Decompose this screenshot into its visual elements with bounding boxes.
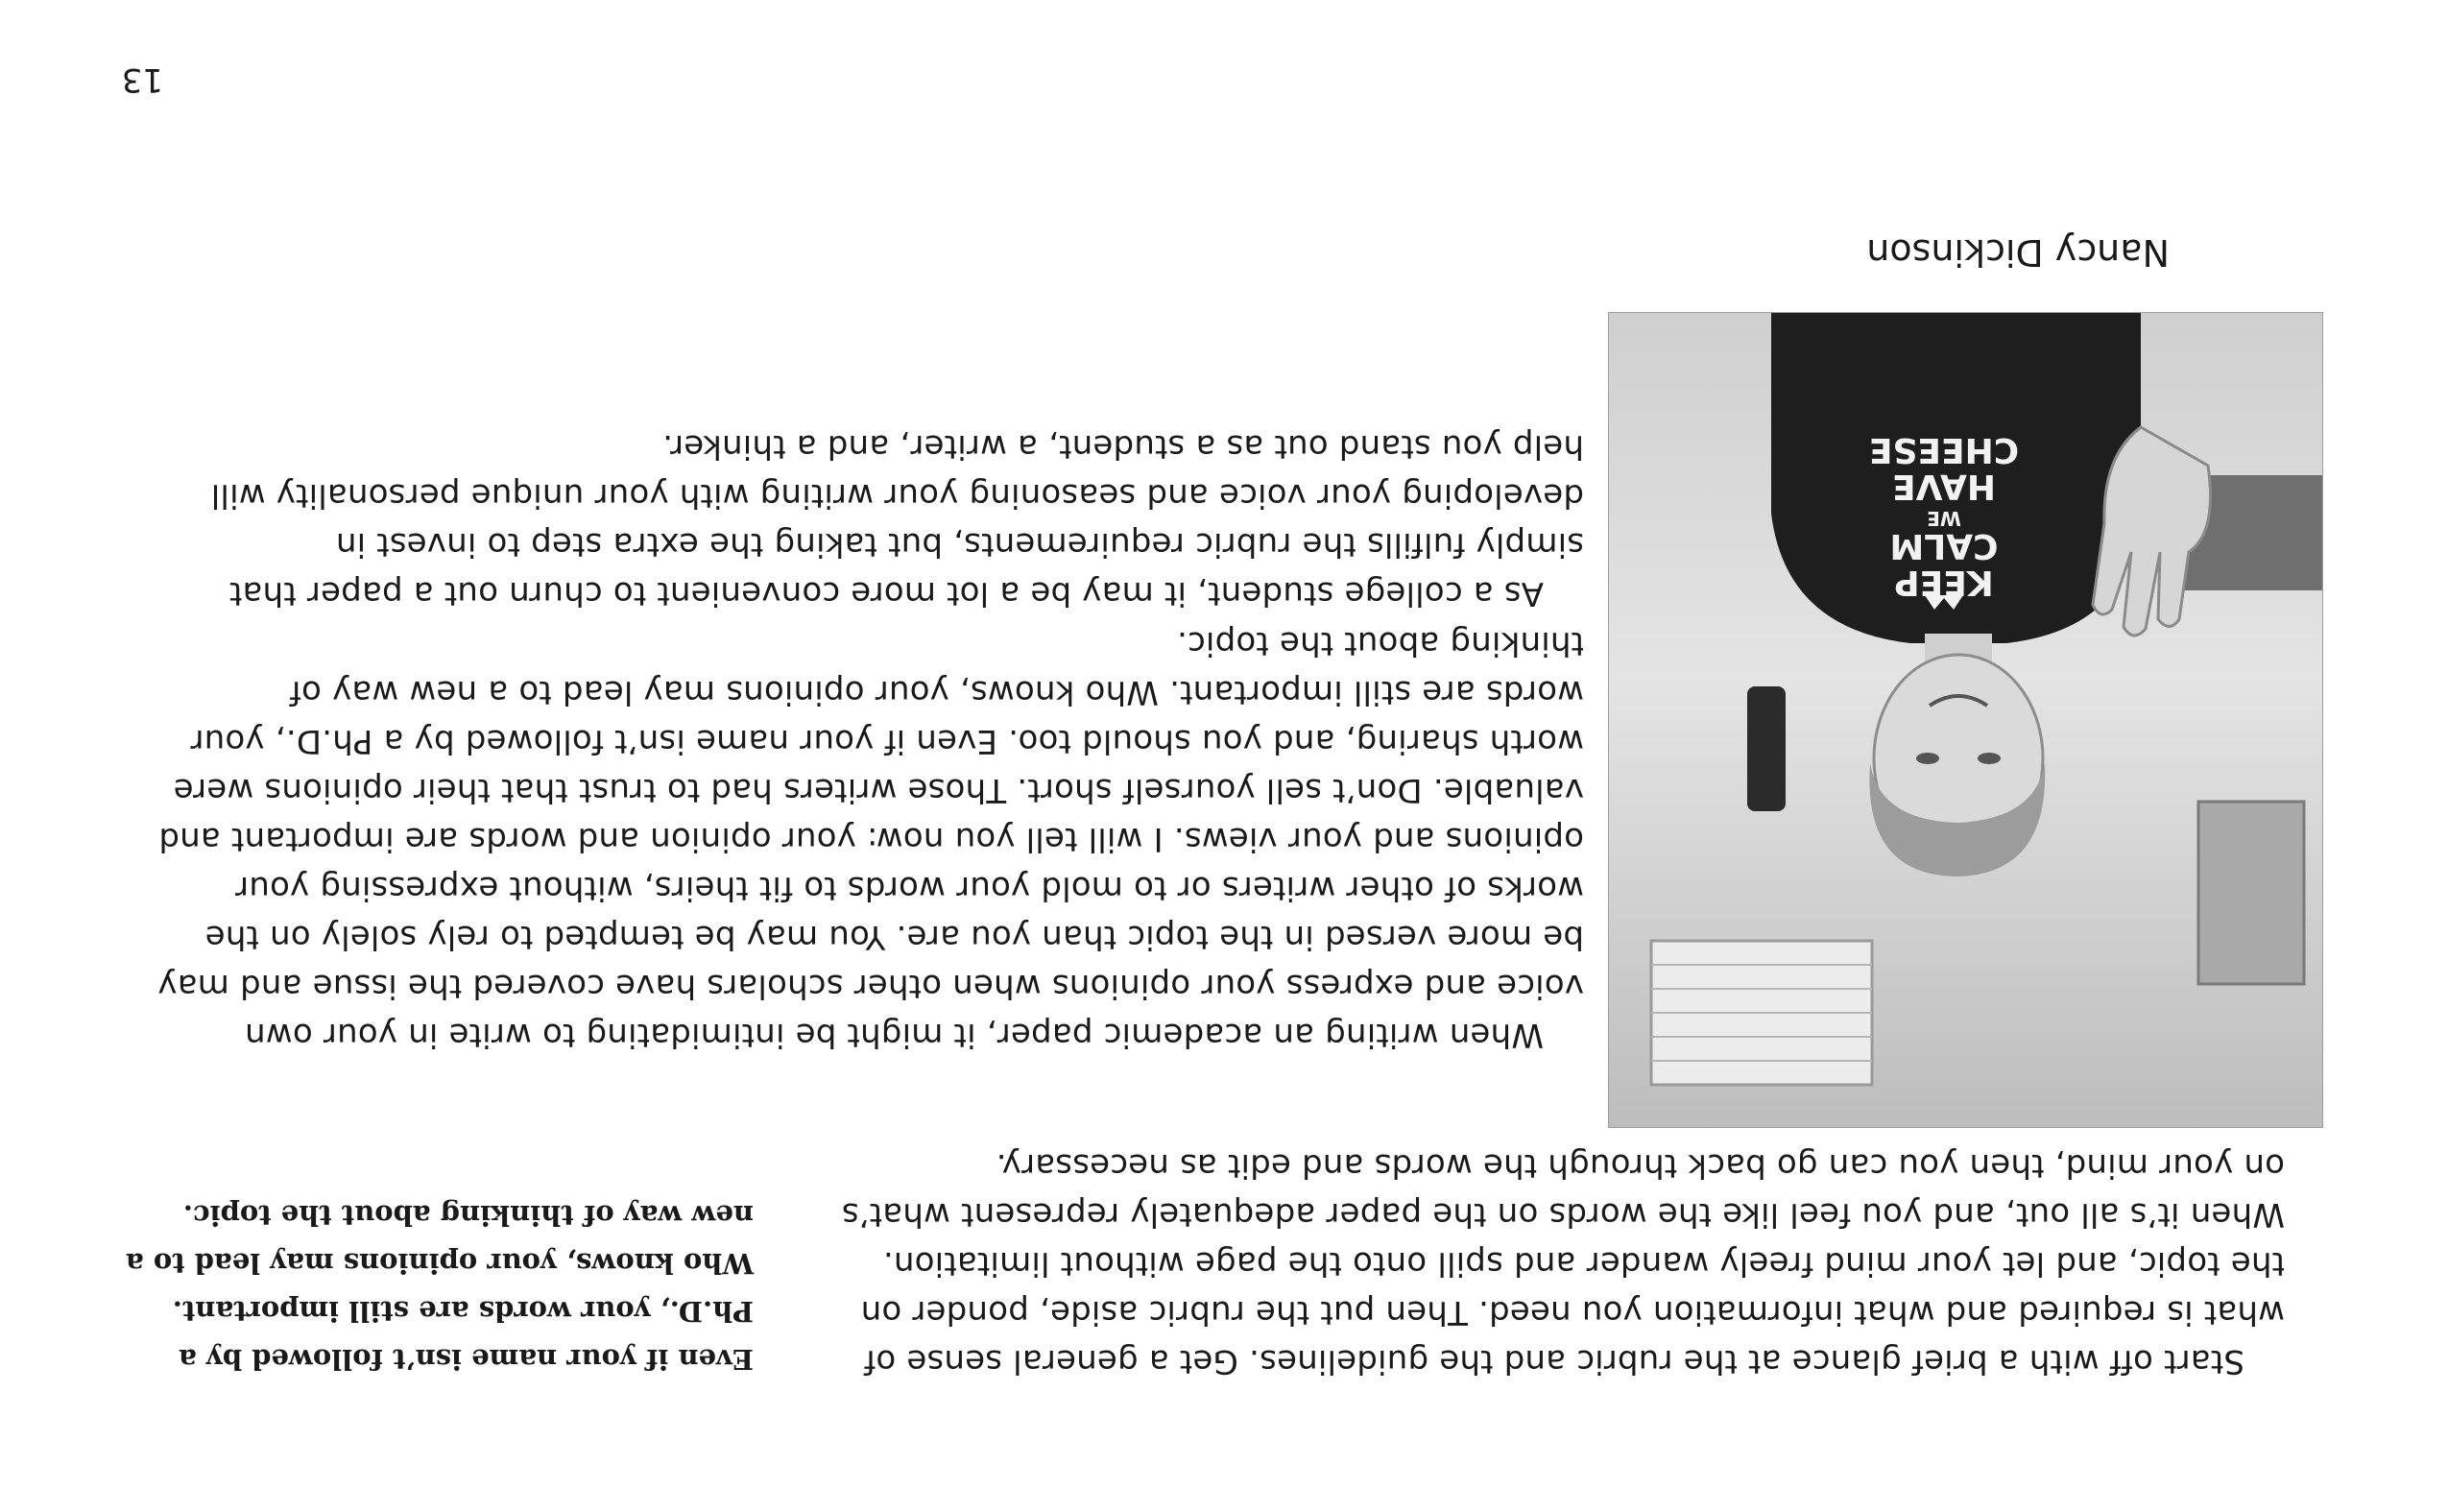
shirt-text-line-3: WE [1927,507,1961,530]
background-door [2198,802,2304,984]
body-paragraph-1: When writing an academic paper, it might be intimidating to write in your own voice and express your opinions when other scholars have covered the issue and may be more versed in the topic than you are. You may be tempted to rely solely on the works of other writers or to mold your words to fit theirs, without expressing your opinions and your views. I will tell you now: your opinion and words are important and valuable. Don’t sell yourself short. Those writers had to trust that their opinions were worth sharing, and you should too. Even if your name isn’t followed by a Ph.D., your words are still important. Who knows, your opinions may lead to a new way of thinking about the topic. [157,624,1584,1054]
page-number: 13 [121,60,163,99]
photo-caption: Nancy Dickinson [1866,231,2170,274]
shirt-text-line-1: KEEP [1894,563,1994,602]
shirt-text-line-2: CALM [1889,526,1999,565]
body-paragraph-2: As a college student, it may be a lot more convenient to churn out a paper that simply fulfills the rubric requirements, but taking the extra step to invest in developing your voice and seasoning your writing with your unique personality will help you stand out as a student, a writer, and a thinker. [210,427,1584,612]
pull-quote: Even if your name isn’t followed by a Ph.D., your words are still important. Who knows, your opinions may lead to a new way of thinking about the topic. [125,1199,754,1376]
left-eye [1978,753,2001,764]
shirt-text-line-4: HAVE [1892,467,1996,506]
background-lamp [1747,686,1786,811]
right-eye [1916,753,1939,764]
author-photo-illustration [1608,312,2323,1128]
shirt-text-line-5: CHEESE [1868,430,2020,469]
author-photo [1608,312,2323,1128]
intro-paragraph: Start off with a brief glance at the rubric and the guidelines. Get a general sense of what is required and what information you need. Then put the rubric aside, ponder on the topic, and let your mind freely wander and spill onto the page without limitation. When it’s all out, and you feel like the words on the paper adequately represent what’s on your mind, then you can go back through the words and edit as necessary. [841,1146,2285,1380]
